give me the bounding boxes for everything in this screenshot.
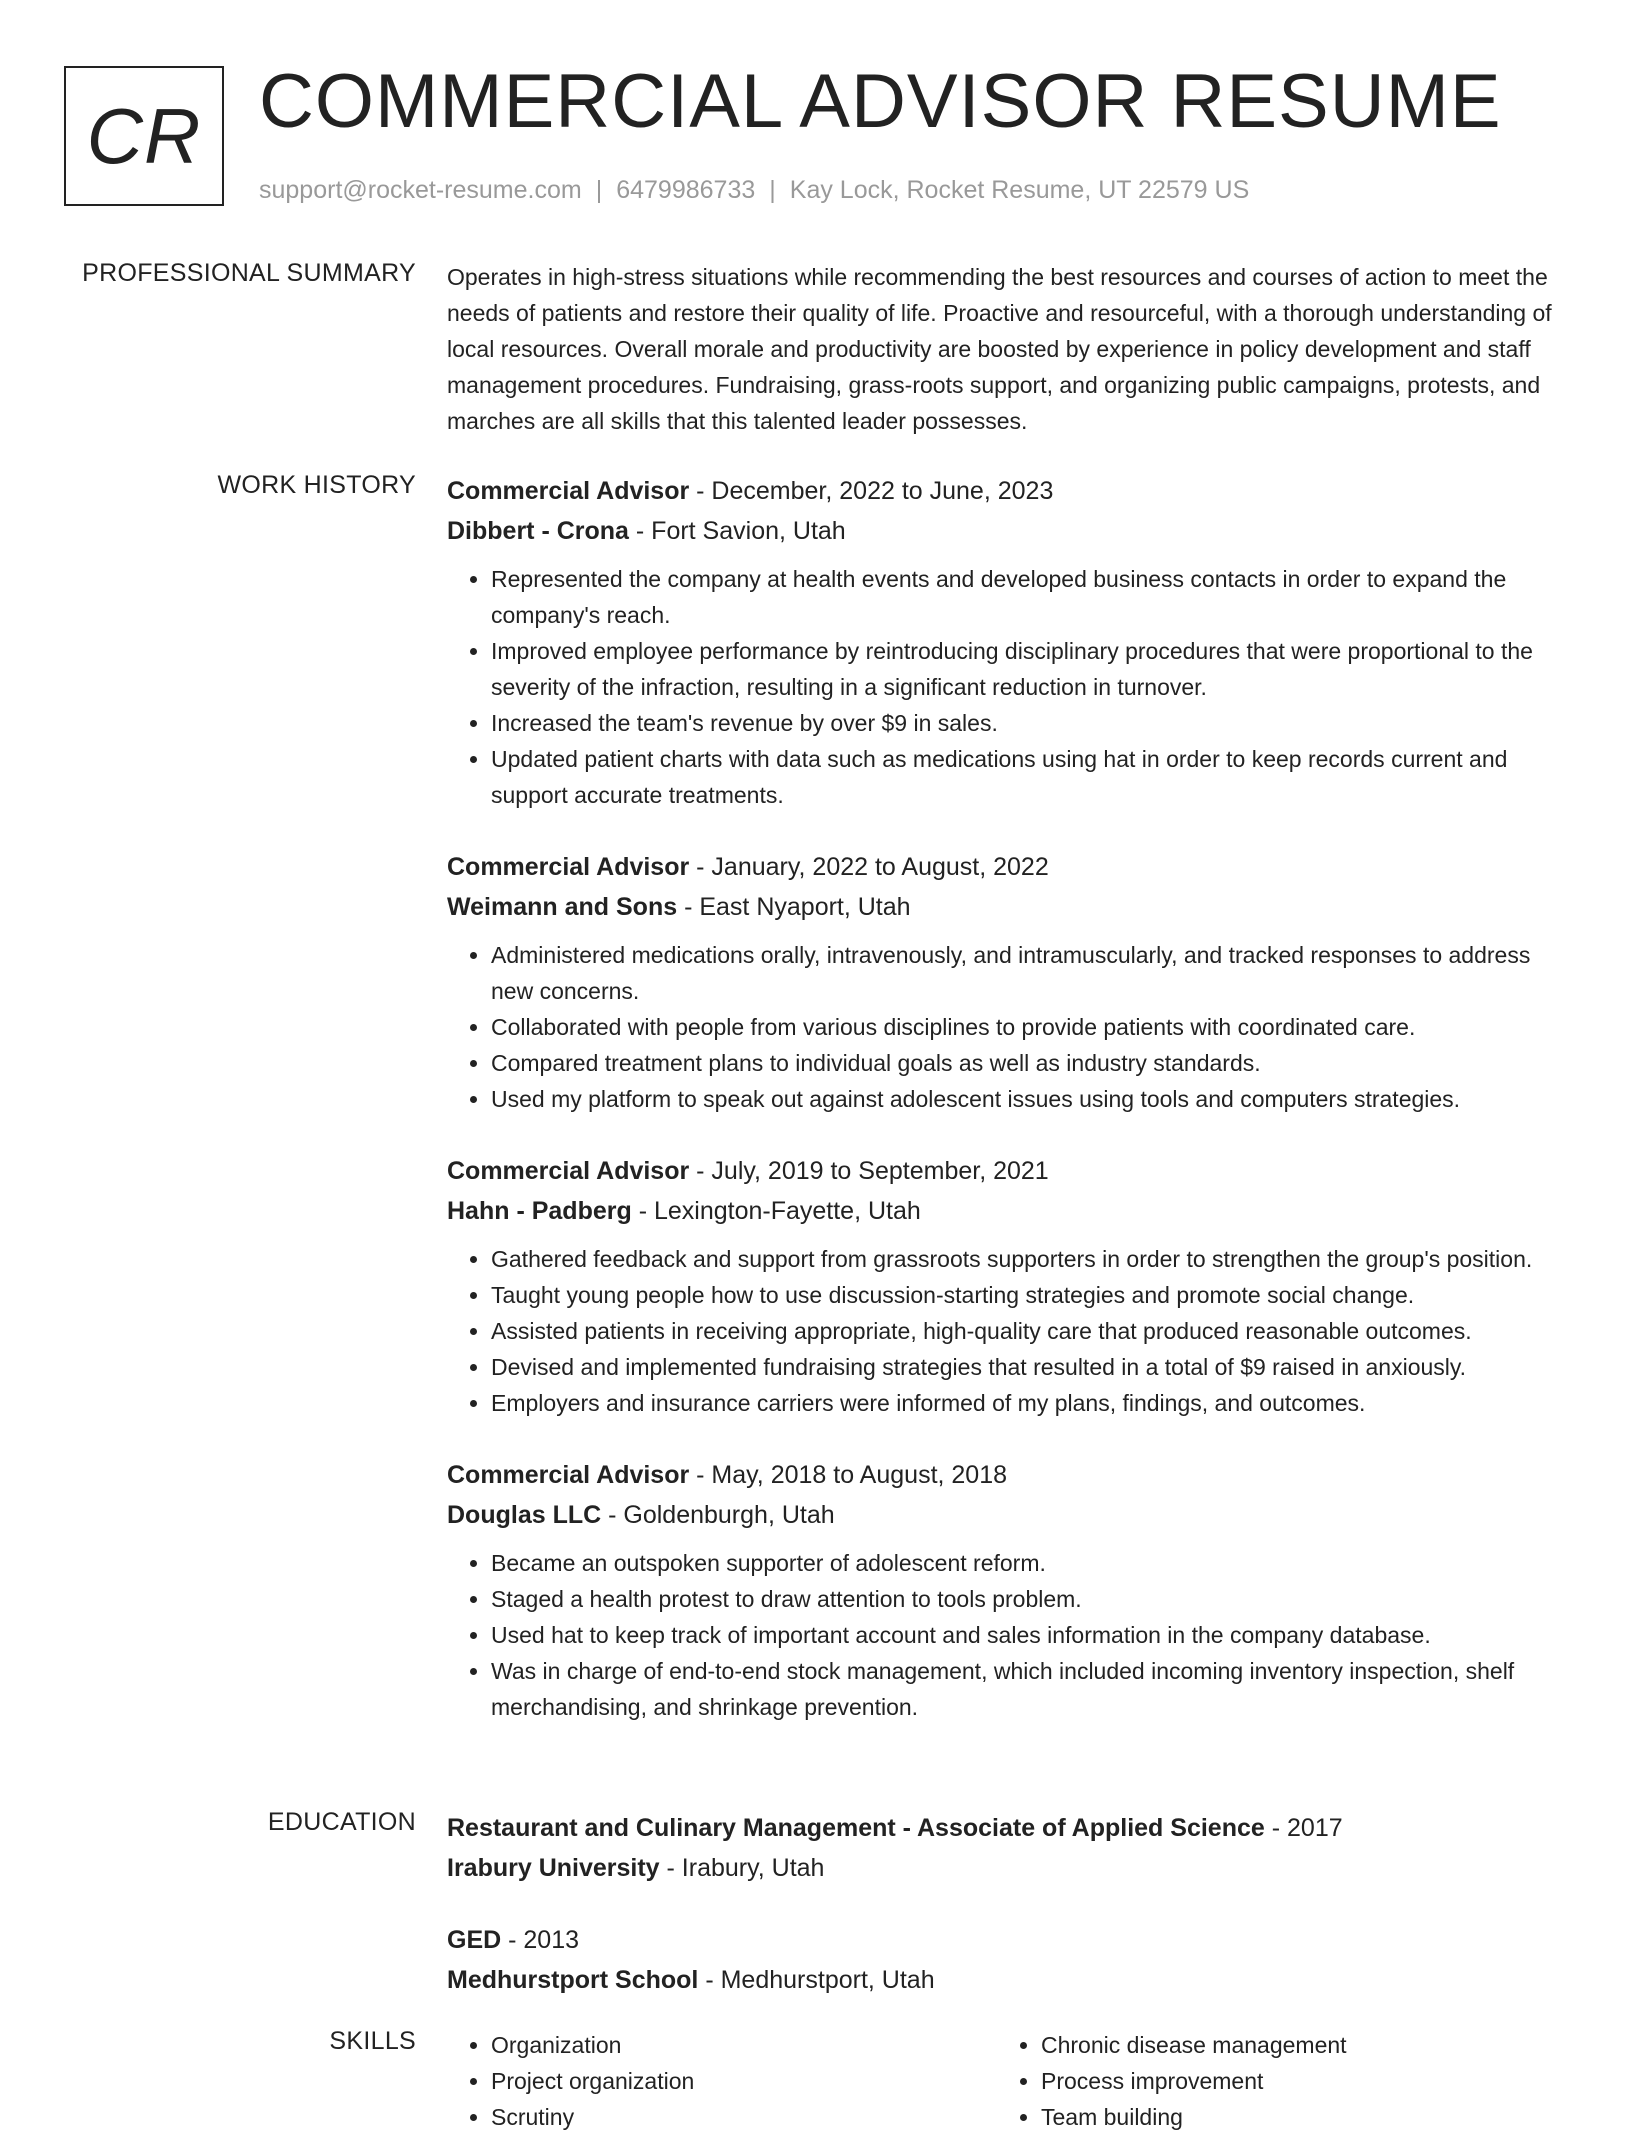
job-bullet: • Taught young people how to use discussion-starting strategies and promote social change. bbox=[491, 1277, 1567, 1313]
job-bullets bbox=[447, 937, 1567, 1117]
job-company: Dibbert - Crona bbox=[447, 517, 629, 545]
skill-item: • Project organization bbox=[491, 2063, 997, 2099]
job-bullet: • Administered medications orally, intravenously, and intramuscularly, and tracked responses to address new concerns. bbox=[491, 937, 1567, 1009]
job-bullet: • Used my platform to speak out against adolescent issues using tools and computers strategies. bbox=[491, 1081, 1567, 1117]
degree-name: Restaurant and Culinary Management - Associate of Applied Science bbox=[447, 1814, 1265, 1842]
job-title: Commercial Advisor bbox=[447, 1461, 690, 1489]
skill-item: • Scrutiny bbox=[491, 2099, 997, 2135]
job-bullet: • Represented the company at health events and developed business contacts in order to expand the company's reach. bbox=[491, 561, 1567, 633]
job-title: Commercial Advisor bbox=[447, 1157, 690, 1185]
monogram-logo: CR bbox=[64, 66, 224, 206]
education-list bbox=[447, 1808, 1567, 2032]
job-location: - East Nyaport, Utah bbox=[677, 893, 911, 921]
school-line bbox=[447, 1848, 1567, 1888]
page-title: COMMERCIAL ADVISOR RESUME bbox=[259, 59, 1502, 144]
job-bullet: • Increased the team's revenue by over $9 in sales. bbox=[491, 705, 1567, 741]
job-entry bbox=[447, 471, 1567, 813]
school-name: Irabury University bbox=[447, 1854, 660, 1882]
job-title-line bbox=[447, 847, 1567, 887]
job-bullet: • Staged a health protest to draw attention to tools problem. bbox=[491, 1581, 1567, 1617]
job-company: Weimann and Sons bbox=[447, 893, 678, 921]
job-bullets bbox=[447, 1241, 1567, 1421]
skill-item: • Chronic disease management bbox=[1041, 2027, 1547, 2063]
section-heading-summary: PROFESSIONAL SUMMARY bbox=[82, 259, 416, 287]
degree-line bbox=[447, 1920, 1567, 1960]
job-bullet: • Used hat to keep track of important account and sales information in the company database. bbox=[491, 1617, 1567, 1653]
school-location: - Medhurstport, Utah bbox=[698, 1966, 935, 1994]
school-line bbox=[447, 1960, 1567, 2000]
degree-line bbox=[447, 1808, 1567, 1848]
degree-name: GED bbox=[447, 1926, 502, 1954]
section-heading-skills: SKILLS bbox=[329, 2027, 416, 2055]
degree-year: - 2013 bbox=[501, 1926, 580, 1954]
section-heading-education: EDUCATION bbox=[267, 1808, 416, 1836]
job-bullet: • Compared treatment plans to individual goals as well as industry standards. bbox=[491, 1045, 1567, 1081]
job-company-line bbox=[447, 887, 1567, 927]
education-entry bbox=[447, 1808, 1567, 1888]
job-bullets bbox=[447, 1545, 1567, 1725]
job-bullet: • Devised and implemented fundraising strategies that resulted in a total of $9 raised in anxiously. bbox=[491, 1349, 1567, 1385]
job-title: Commercial Advisor bbox=[447, 853, 690, 881]
degree-year: - 2017 bbox=[1264, 1814, 1343, 1842]
job-bullet: • Gathered feedback and support from grassroots supporters in order to strengthen the group's position. bbox=[491, 1241, 1567, 1277]
job-dates: - December, 2022 to June, 2023 bbox=[689, 477, 1054, 505]
education-entry bbox=[447, 1920, 1567, 2000]
contact-address: Kay Lock, Rocket Resume, UT 22579 US bbox=[789, 176, 1250, 204]
job-title-line bbox=[447, 1455, 1567, 1495]
skills-list-right bbox=[997, 2027, 1547, 2135]
job-company: Hahn - Padberg bbox=[447, 1197, 632, 1225]
job-company-line bbox=[447, 511, 1567, 551]
contact-separator: | bbox=[769, 176, 776, 204]
job-bullet: • Was in charge of end-to-end stock management, which included incoming inventory inspection, shelf merchandising, and shrinkage prevention. bbox=[491, 1653, 1567, 1725]
school-location: - Irabury, Utah bbox=[659, 1854, 825, 1882]
job-title-line bbox=[447, 471, 1567, 511]
job-location: - Fort Savion, Utah bbox=[628, 517, 846, 545]
summary-text: Operates in high-stress situations while recommending the best resources and courses of action to meet the needs of patients and restore their quality of life. Proactive and resourceful, with a thorough understanding of local resources. Overall morale and productivity are boosted by experience in policy development and staff management procedures. Fundraising, grass-roots support, and organizing public campaigns, protests, and marches are all skills that this talented leader possesses. bbox=[447, 264, 1552, 434]
job-dates: - July, 2019 to September, 2021 bbox=[689, 1157, 1049, 1185]
job-title-line bbox=[447, 1151, 1567, 1191]
job-location: - Goldenburgh, Utah bbox=[601, 1501, 835, 1529]
skill-item: • Team building bbox=[1041, 2099, 1547, 2135]
job-entry bbox=[447, 1151, 1567, 1421]
job-bullet: • Improved employee performance by reintroducing disciplinary procedures that were proportional to the severity of the infraction, resulting in a significant reduction in turnover. bbox=[491, 633, 1567, 705]
job-bullet: • Employers and insurance carriers were informed of my plans, findings, and outcomes. bbox=[491, 1385, 1567, 1421]
job-bullet: • Collaborated with people from various disciplines to provide patients with coordinated care. bbox=[491, 1009, 1567, 1045]
job-entry bbox=[447, 847, 1567, 1117]
job-title: Commercial Advisor bbox=[447, 477, 690, 505]
job-bullet: • Updated patient charts with data such as medications using hat in order to keep records current and support accurate treatments. bbox=[491, 741, 1567, 813]
contact-separator: | bbox=[595, 176, 603, 204]
job-dates: - January, 2022 to August, 2022 bbox=[689, 853, 1049, 881]
skill-item: • Process improvement bbox=[1041, 2063, 1547, 2099]
skills-list-left bbox=[447, 2027, 997, 2135]
skill-item: • Organization bbox=[491, 2027, 997, 2063]
job-company: Douglas LLC bbox=[447, 1501, 602, 1529]
job-dates: - May, 2018 to August, 2018 bbox=[689, 1461, 1008, 1489]
job-entry bbox=[447, 1455, 1567, 1725]
job-bullet: • Assisted patients in receiving appropriate, high-quality care that produced reasonable outcomes. bbox=[491, 1313, 1567, 1349]
contact-line bbox=[259, 176, 1249, 205]
job-company-line bbox=[447, 1495, 1567, 1535]
contact-email[interactable]: support@rocket-resume.com bbox=[259, 176, 582, 204]
contact-phone[interactable]: 6479986733 bbox=[616, 176, 756, 204]
section-heading-work: WORK HISTORY bbox=[217, 471, 416, 499]
job-location: - Lexington-Fayette, Utah bbox=[631, 1197, 921, 1225]
job-bullets bbox=[447, 561, 1567, 813]
job-list bbox=[447, 471, 1567, 1759]
job-company-line bbox=[447, 1191, 1567, 1231]
job-bullet: • Became an outspoken supporter of adolescent reform. bbox=[491, 1545, 1567, 1581]
school-name: Medhurstport School bbox=[447, 1966, 699, 1994]
